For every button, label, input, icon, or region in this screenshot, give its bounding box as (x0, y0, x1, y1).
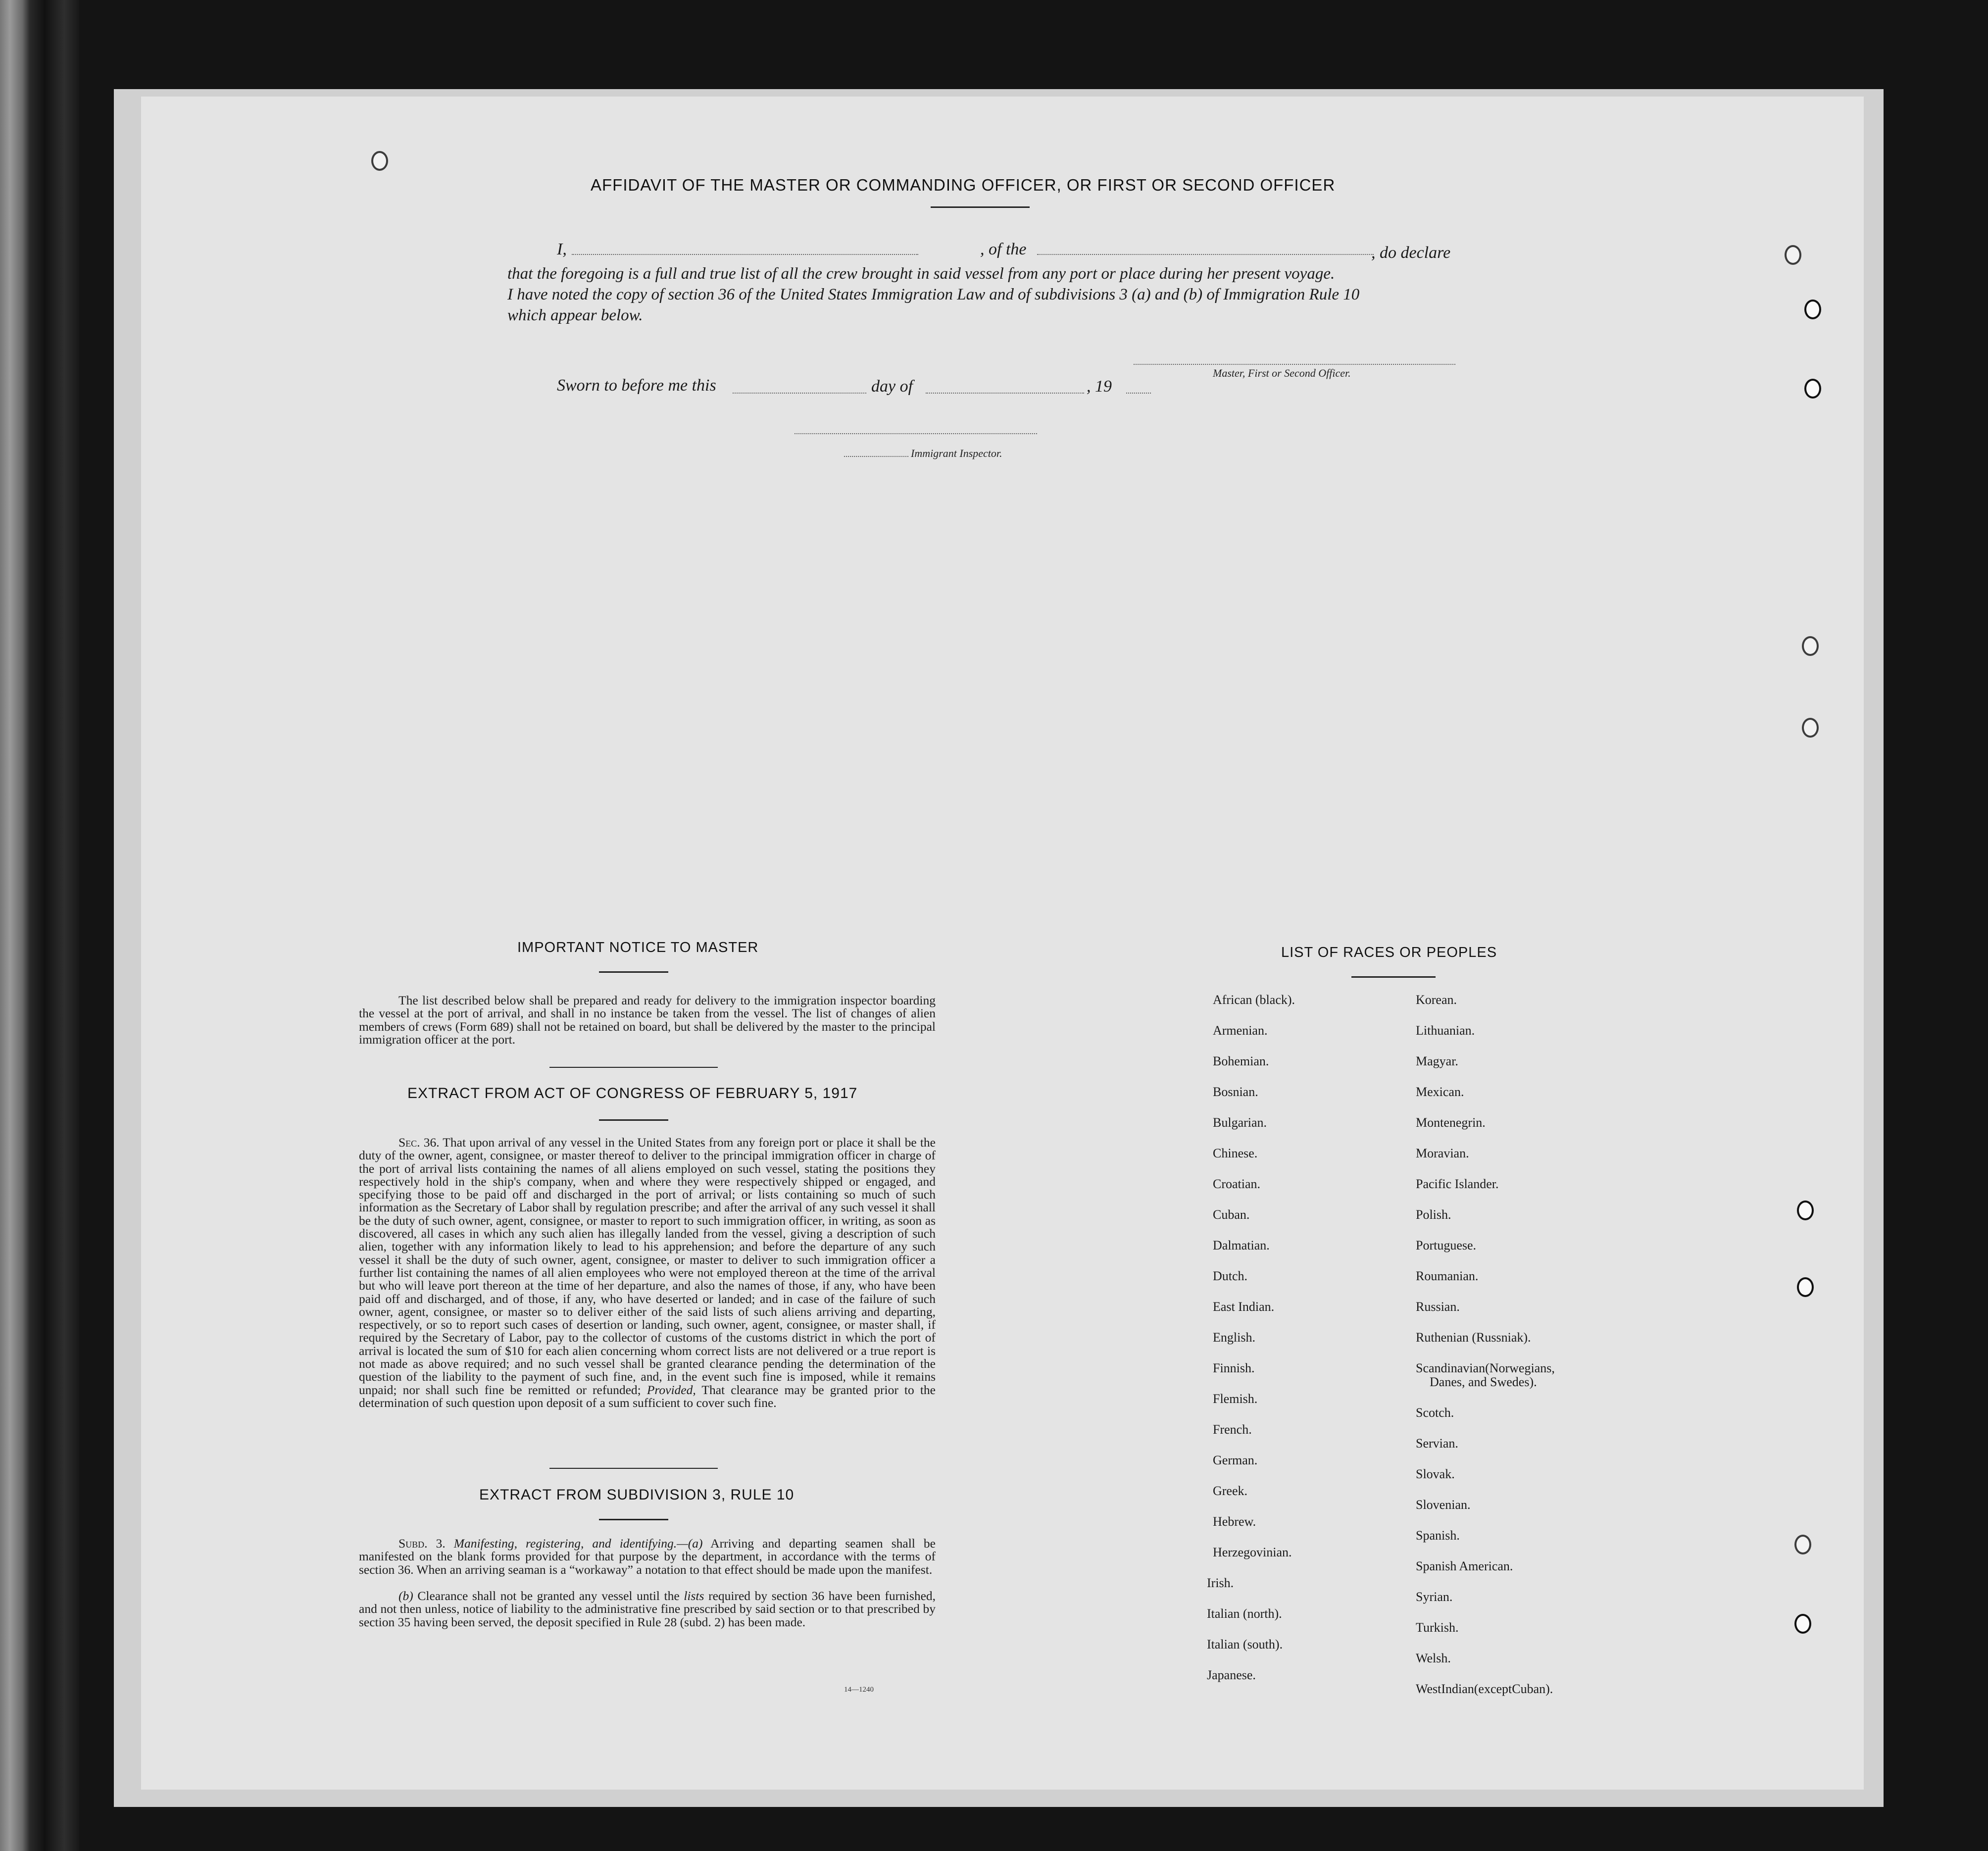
day-of-label: day of (871, 377, 913, 396)
act-provided-label: Provided, (646, 1382, 696, 1397)
rule-extract-text-b (359, 1590, 936, 1629)
punch-hole-icon (1804, 379, 1821, 399)
race-item: Dutch. (1213, 1269, 1248, 1283)
race-item: Chinese. (1213, 1146, 1258, 1160)
act-divider (549, 1468, 718, 1469)
notice-title-rule (599, 971, 668, 973)
race-item: French. (1213, 1422, 1252, 1437)
vessel-name-field[interactable] (1037, 254, 1374, 255)
race-item: Pacific Islander. (1416, 1177, 1499, 1191)
punch-hole-icon (1794, 1614, 1811, 1634)
race-item: Irish. (1207, 1576, 1234, 1590)
punch-hole-icon (1802, 718, 1819, 738)
rule-text-a: Arriving and departing seamen shall be manifested on the blank forms provided for that purpose by the department, in accordance with the terms of section 36. When an arriving seaman is a “workaway” a notation to that effect should be made upon the manifest. (359, 1536, 936, 1577)
punch-hole-icon (1785, 245, 1801, 265)
race-item: Spanish. (1416, 1528, 1460, 1543)
race-item: Armenian. (1213, 1023, 1268, 1038)
rule-text-b2: required by section 36 have been furnished, and not then unless, notice of liability to the administrative fine prescribed by said section or to that prescribed by section 35 having been served, the deposit specified in Rule 28 (subd. 2) has been made. (359, 1589, 936, 1629)
sworn-year-field[interactable] (1126, 393, 1151, 394)
race-item: Portuguese. (1416, 1238, 1477, 1252)
race-item: Polish. (1416, 1207, 1451, 1222)
sworn-month-field[interactable] (926, 393, 1084, 394)
race-item: Spanish American. (1416, 1559, 1513, 1573)
sworn-day-field[interactable] (733, 393, 866, 394)
form-number: 14—1240 (844, 1686, 874, 1694)
affidavit-title: AFFIDAVIT OF THE MASTER OR COMMANDING OFFICER, OR FIRST OR SECOND OFFICER (591, 176, 1336, 194)
race-item: Welsh. (1416, 1651, 1451, 1665)
race-item: Croatian. (1213, 1177, 1261, 1191)
punch-hole-icon (1797, 1277, 1814, 1297)
race-item: Flemish. (1213, 1392, 1258, 1406)
race-item: Dalmatian. (1213, 1238, 1270, 1252)
do-declare-label: , do declare (1371, 244, 1451, 262)
rule-extract-text-a (359, 1537, 936, 1576)
race-item: Roumanian. (1416, 1269, 1479, 1283)
declarant-name-field[interactable] (572, 254, 918, 255)
race-item: Bulgarian. (1213, 1115, 1267, 1130)
punch-hole-icon (1794, 1535, 1811, 1554)
rule-text-b1: Clearance shall not be granted any vessel until the (417, 1589, 680, 1603)
race-item: Ruthenian (Russniak). (1416, 1330, 1531, 1345)
act-section-text: That upon arrival of any vessel in the United States from any foreign port or place it shall be the duty of the owner, agent, consignee, or master thereof to deliver to the principal immigration officer in charge of the port of arrival lists containing the names of all aliens employed on such vessel, stating the positions they respectively hold in the ship's company, when and where they were respectively shipped or engaged, and specifying those to be paid off and discharged in the port of arrival; or lists containing so much of such information as the Secretary of Labor shall by regulation prescribe; and after the arrival of any such vessel it shall be the duty of such owner, agent, consignee, or master to report to such immigration officer, in writing, as soon as discovered, all cases in which any such alien has illegally landed from the vessel, giving a description of such alien, together with any information likely to lead to his apprehension; and before the departure of any such vessel it shall be the duty of such owner, agent, consignee, or master to deliver to such immigration officer a further list containing the names of all alien employees who were not employed thereon at the time of the arrival but who will leave port thereon at the time of her departure, and also the names of those, if any, who have been paid off and discharged, and of those, if any, who have deserted or landed; and in case of the failure of such owner, agent, consignee, or master so to deliver either of the said lists of such aliens arriving and departing, respectively, or so to report such cases of desertion or landing, such owner, agent, consignee, or master shall, if required by the Secretary of Labor, pay to the collector of customs of the customs district in which the port of arrival is located the sum of $10 for each alien concerning whom correct lists are not delivered or a true report is not made as above required; and no such vessel shall be granted clearance pending the determination of the question of the liability to the payment of such fine, and, in the event such fine is imposed, while it remains unpaid; nor shall such fine be remitted or refunded; (359, 1135, 936, 1397)
rule-subd-heading: Manifesting, registering, and identifying.—(a) (453, 1536, 703, 1551)
race-item: Cuban. (1213, 1207, 1250, 1222)
sworn-label: Sworn to before me this (557, 376, 716, 395)
race-item: Scandinavian(Norwegians, (1416, 1361, 1555, 1375)
notice-divider (549, 1067, 718, 1068)
race-item: Moravian. (1416, 1146, 1469, 1160)
race-item: Russian. (1416, 1300, 1460, 1314)
inspector-signature-lead (844, 456, 908, 457)
declaration-line-2: that the foregoing is a full and true list of all the crew brought in said vessel from any port or place during her present voyage. (507, 265, 1335, 283)
race-item: Slovak. (1416, 1467, 1455, 1481)
punch-hole-icon (371, 151, 388, 171)
race-item: Herzegovinian. (1213, 1545, 1292, 1559)
race-item: African (black). (1213, 993, 1295, 1007)
officer-signature-field[interactable] (1134, 364, 1455, 365)
rule-subd-label: Subd. 3. (398, 1536, 446, 1551)
race-item: Japanese. (1207, 1668, 1256, 1682)
races-title-rule (1351, 976, 1436, 978)
act-extract-text (359, 1136, 936, 1409)
race-item: Italian (north). (1207, 1606, 1282, 1621)
punch-hole-icon (1797, 1201, 1814, 1220)
race-item: German. (1213, 1453, 1258, 1467)
inspector-caption: Immigrant Inspector. (911, 447, 1002, 459)
declarant-label: I, (557, 240, 567, 258)
race-item: Italian (south). (1207, 1637, 1283, 1651)
race-item: Montenegrin. (1416, 1115, 1486, 1130)
race-item: Bosnian. (1213, 1085, 1258, 1099)
race-item: Scotch. (1416, 1405, 1454, 1420)
declaration-line-3: I have noted the copy of section 36 of the United States Immigration Law and of subdivisions 3 (a) and (b) of Immigration Rule 10 (507, 286, 1360, 303)
race-item: Magyar. (1416, 1054, 1458, 1068)
punch-hole-icon (1802, 636, 1819, 656)
officer-signature-caption: Master, First or Second Officer. (1213, 367, 1351, 379)
act-extract-title: EXTRACT FROM ACT OF CONGRESS OF FEBRUARY 5, 1917 (407, 1085, 858, 1101)
race-item: Slovenian. (1416, 1498, 1471, 1512)
rule-b-label: (b) (398, 1589, 413, 1603)
inspector-signature-field[interactable] (795, 433, 1037, 434)
race-item: Finnish. (1213, 1361, 1255, 1375)
race-item: English. (1213, 1330, 1255, 1345)
race-item: East Indian. (1213, 1300, 1275, 1314)
scanner-binding-edge (0, 0, 79, 1851)
punch-hole-icon (1804, 300, 1821, 319)
race-item: Mexican. (1416, 1085, 1464, 1099)
race-item: Hebrew. (1213, 1514, 1256, 1529)
notice-text: The list described below shall be prepared and ready for delivery to the immigration inspector boarding the vessel at the port of arrival, and shall in no instance be taken from the vessel. The list of changes of alien members of crews (Form 689) shall not be retained on board, but shall be delivered by the master to the principal immigration officer at the port. (359, 993, 936, 1047)
affidavit-title-rule (931, 206, 1030, 208)
act-extract-title-rule (599, 1119, 668, 1121)
races-title: LIST OF RACES OR PEOPLES (1281, 945, 1497, 960)
race-item: Bohemian. (1213, 1054, 1269, 1068)
year-label: , 19 (1087, 377, 1112, 396)
act-section-text-end: That clearance may be granted prior to the determination of such question upon deposit of a sum sufficient to cover such fine. (359, 1382, 936, 1410)
document-page (141, 97, 1864, 1790)
race-item: WestIndian(exceptCuban). (1416, 1682, 1553, 1696)
rule-extract-title-rule (599, 1519, 668, 1520)
race-item: Syrian. (1416, 1590, 1453, 1604)
race-item: Servian. (1416, 1436, 1458, 1451)
rule-lists-word: lists (684, 1589, 704, 1603)
race-item: Turkish. (1416, 1620, 1459, 1635)
rule-extract-title: EXTRACT FROM SUBDIVISION 3, RULE 10 (479, 1487, 795, 1503)
race-item: Danes, and Swedes). (1430, 1375, 1537, 1389)
race-item: Lithuanian. (1416, 1023, 1475, 1038)
race-item: Korean. (1416, 993, 1457, 1007)
act-section-label: Sec. 36. (398, 1135, 440, 1150)
declaration-line-4: which appear below. (507, 306, 643, 324)
of-the-label: , of the (980, 240, 1027, 258)
race-item: Greek. (1213, 1484, 1248, 1498)
notice-title: IMPORTANT NOTICE TO MASTER (517, 940, 759, 955)
